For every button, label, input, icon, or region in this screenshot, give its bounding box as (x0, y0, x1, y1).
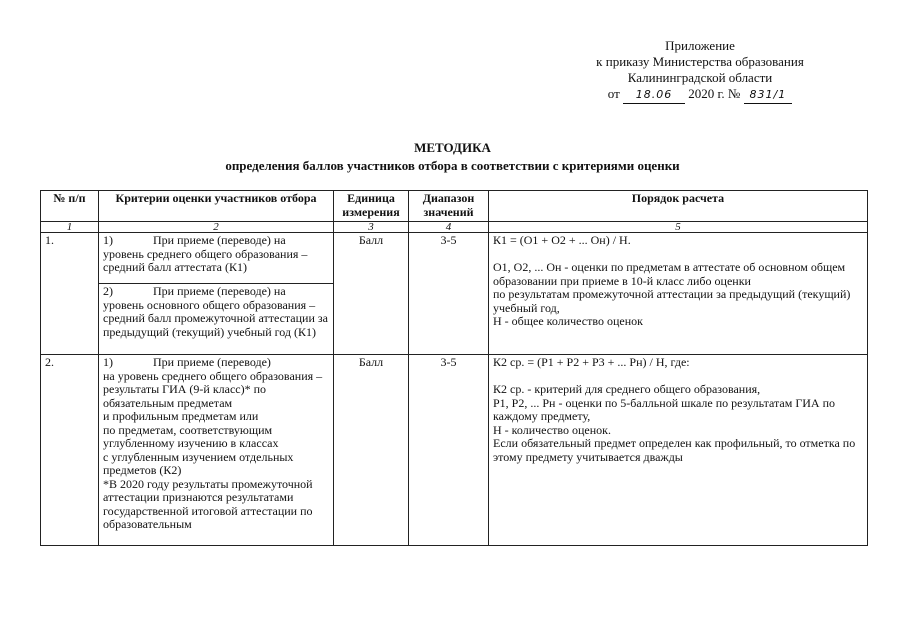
handwritten-number: 831/1 (744, 87, 793, 104)
header-num: № п/п (41, 191, 99, 222)
row-number: 2. (41, 355, 99, 546)
criteria-marker: 2) (103, 284, 113, 298)
header-calc: Порядок расчета (489, 191, 868, 222)
header-criteria: Критерии оценки участников отбора (99, 191, 334, 222)
row-number: 1. (41, 233, 99, 355)
appendix-line1: Приложение (665, 38, 735, 53)
appendix-header (560, 38, 840, 104)
unit-cell: Балл (334, 355, 409, 546)
criteria-cell (99, 284, 334, 355)
unit-cell: Балл (334, 233, 409, 355)
header-row (41, 191, 868, 222)
criteria-text: При приеме (переводе) на уровень основного общего образования – средний балл промежуточной аттестации за предыдущий (текущий) учебный год (К1) (103, 284, 328, 339)
criteria-marker: 1) (103, 355, 113, 369)
document-title: МЕТОДИКА (414, 140, 491, 155)
table-row (41, 233, 868, 284)
criteria-text: При приеме (переводе) на уровень среднего общего образования – средний балл аттестата (К1) (103, 233, 308, 274)
column-number-row (41, 222, 868, 233)
handwritten-date: 18.06 (623, 87, 685, 104)
header-unit: Единица измерения (334, 191, 409, 222)
criteria-marker: 1) (103, 233, 113, 247)
criteria-table (40, 190, 868, 546)
range-cell: 3-5 (409, 355, 489, 546)
appendix-line2: к приказу Министерства образования (596, 54, 804, 69)
document-subtitle: определения баллов участников отбора в соответствии с критериями оценки (225, 158, 680, 173)
col-number: 2 (99, 222, 334, 233)
range-cell: 3-5 (409, 233, 489, 355)
header-range: Диапазон значений (409, 191, 489, 222)
date-prefix: от (607, 86, 620, 101)
year-label: 2020 г. № (688, 86, 741, 101)
criteria-text: При приеме (переводе) на уровень среднего общего образования – результаты ГИА (9-й класс)* по обязательным предметам и профильным предметам или по предметам, соответствующим углубленному изучению в классах с углубленным изучением отдельных предметов (К2) *В 2020 году результаты промежуточной аттестации признаются результатами государственной итоговой аттестации по образовательным (103, 355, 323, 531)
col-number: 4 (409, 222, 489, 233)
appendix-date-line (560, 86, 840, 104)
calc-cell: К1 = (О1 + О2 + ... Он) / Н. О1, О2, ... Он - оценки по предметам в аттестате об основном общем образовании при приеме в 10-й класс либо оценки по результатам промежуточной аттестации за предыдущий (текущий) учебный год, Н - общее количество оценок (489, 233, 868, 355)
criteria-cell (99, 355, 334, 546)
criteria-cell (99, 233, 334, 284)
appendix-line3: Калининградской области (627, 70, 773, 85)
col-number: 5 (489, 222, 868, 233)
col-number: 1 (41, 222, 99, 233)
col-number: 3 (334, 222, 409, 233)
calc-cell: К2 ср. = (Р1 + Р2 + Р3 + ... Рн) / Н, где: К2 ср. - критерий для среднего общего образования, Р1, Р2, ... Рн - оценки по 5-балльной шкале по результатам ГИА по каждому предмету, Н - количество оценок. Если обязательный предмет определен как профильный, то отметка по этому предмету учитывается дважды (489, 355, 868, 546)
table-row (41, 355, 868, 546)
